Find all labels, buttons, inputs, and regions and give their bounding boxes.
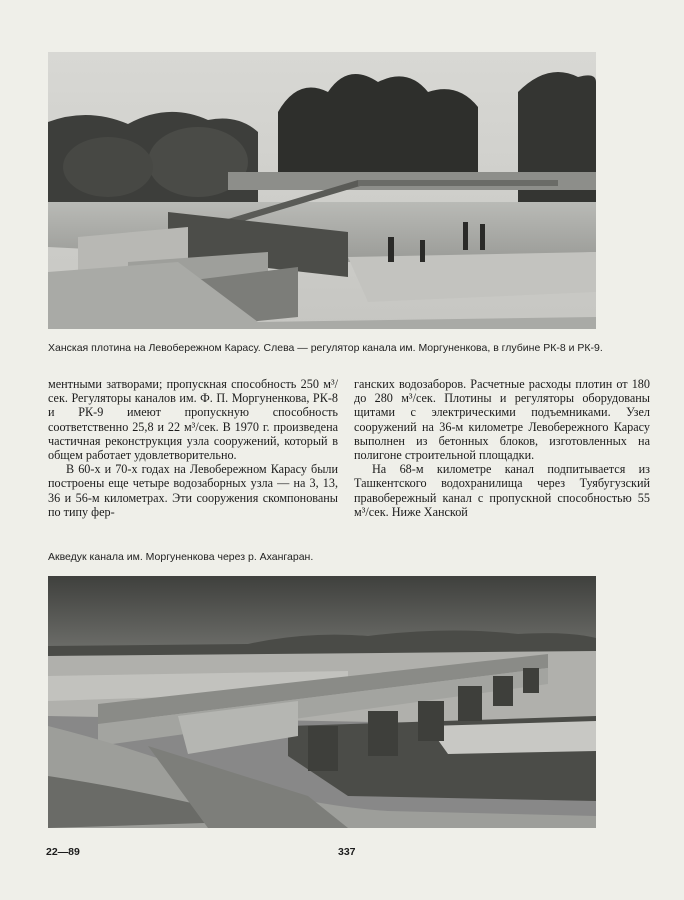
left-paragraph-2: В 60-х и 70-х годах на Левобережном Карасу были построены еще четыре водозаборных узла — на 3, 13, 36 и 56-м километрах. Эти сооружения скомпонованы по типу фер-	[48, 462, 338, 519]
page-number: 337	[338, 846, 356, 858]
left-paragraph-1: ментными затворами; пропускная способность 250 м³/сек. Регуляторы каналов им. Ф. П. Моргуненкова, РК-8 и РК-9 имеют пропускную способность соответственно 25,8 и 22 м³/сек. В 1970 г. произведена частичная реконструкция узла сооружений, который в общем работает удовлетворительно.	[48, 377, 338, 463]
printer-signature: 22—89	[46, 846, 80, 858]
aqueduct-photo	[48, 576, 596, 828]
text-column-right	[354, 377, 650, 519]
bottom-photo-caption: Акведук канала им. Моргуненкова через р. Ахангаран.	[48, 551, 314, 563]
text-column-left	[48, 377, 338, 519]
aqueduct-photo-image	[48, 576, 596, 828]
dam-photo-image	[48, 52, 596, 329]
top-photo-caption: Ханская плотина на Левобережном Карасу. Слева — регулятор канала им. Моргуненкова, в глубине РК-8 и РК-9.	[48, 342, 603, 354]
right-paragraph-1: ганских водозаборов. Расчетные расходы плотин от 180 до 280 м³/сек. Плотины и регуляторы оборудованы щитами с электрическими подъемниками. Узел сооружений на 36-м километре Левобережного Карасу выполнен из бетонных блоков, изготовленных на полигоне строительной площадки.	[354, 377, 650, 463]
right-paragraph-2: На 68-м километре канал подпитывается из Ташкентского водохранилища через Туябугузский правобережный канал с пропускной способностью 55 м³/сек. Ниже Ханской	[354, 462, 650, 519]
dam-photo	[48, 52, 596, 329]
